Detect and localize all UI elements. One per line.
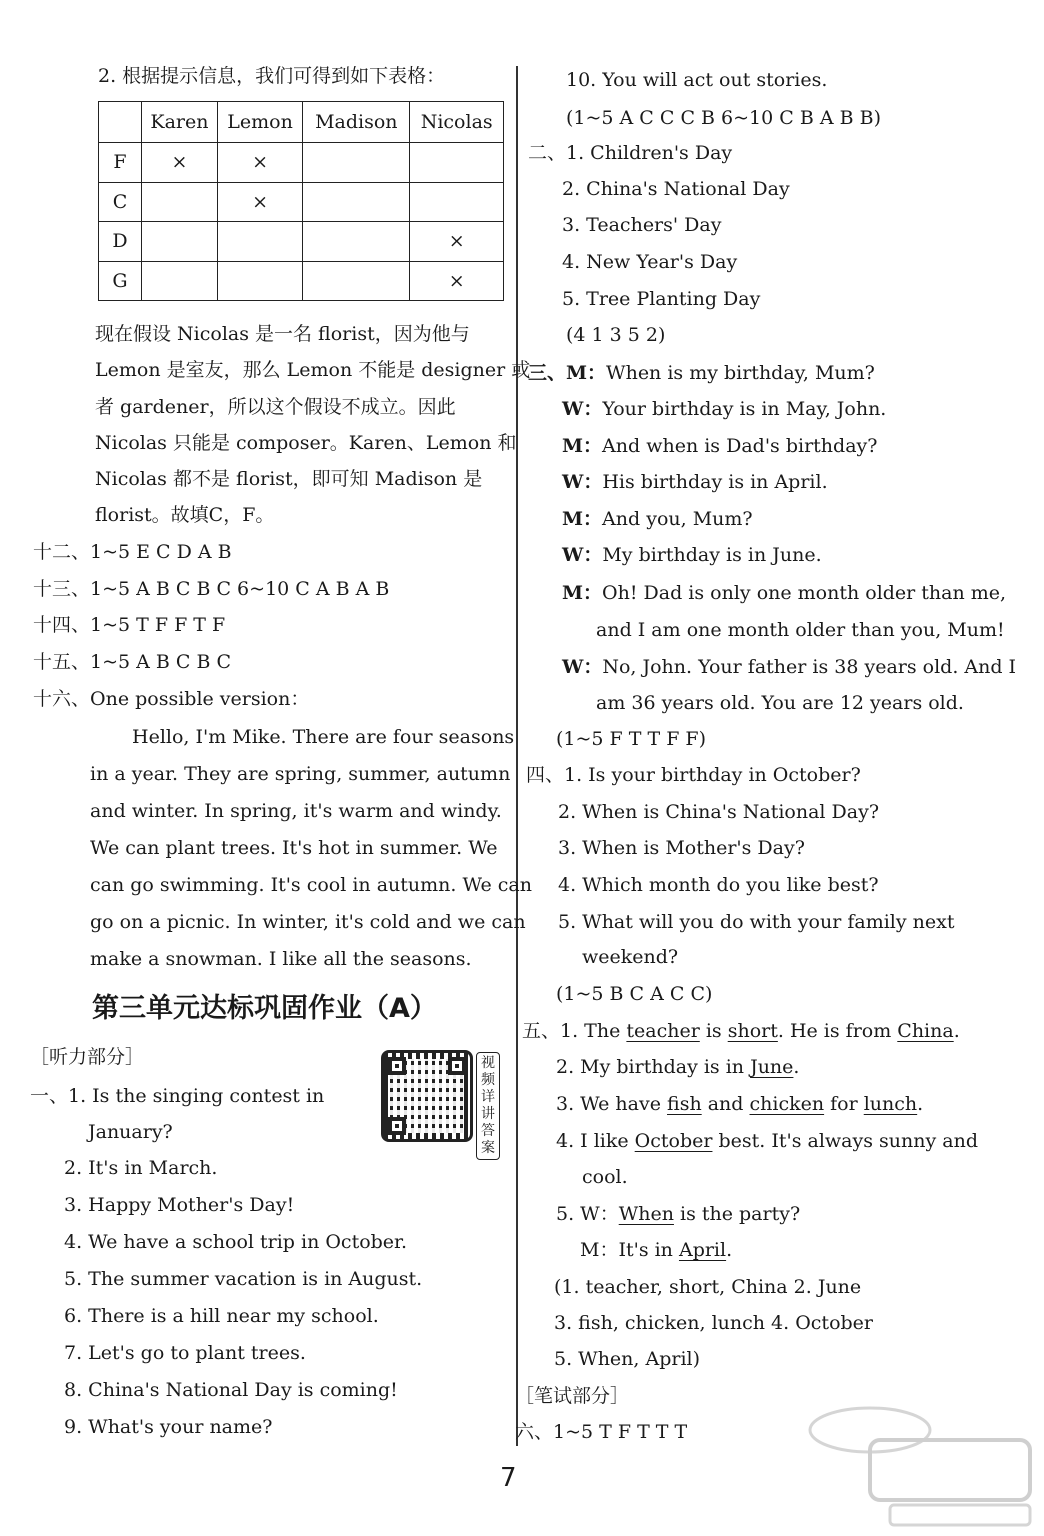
dialogue-text: When is my birthday, Mum? (606, 362, 875, 384)
answer-line: 十五、1~5 A B C B C (33, 651, 232, 673)
written-label: ［笔试部分］ (515, 1385, 630, 1407)
essay-line: We can plant trees. It's hot in summer. We (90, 837, 498, 859)
essay-line: make a snowman. I like all the seasons. (90, 948, 472, 970)
essay-line: Hello, I'm Mike. There are four seasons (132, 726, 515, 748)
filled-blank: chicken (749, 1093, 825, 1115)
sec4-line: 四、1. Is your birthday in October? (526, 764, 861, 786)
speaker: M： (562, 582, 603, 604)
speaker: W： (562, 656, 603, 678)
sec4-line: 5. What will you do with your family next (558, 911, 955, 933)
row-label: D (99, 222, 142, 262)
filled-blank: October (634, 1130, 713, 1152)
explanation-line: florist。故填C，F。 (95, 504, 275, 526)
table-cell (303, 143, 410, 183)
essay-line: can go swimming. It's cool in autumn. We can (90, 874, 532, 896)
sec5-line (556, 1092, 923, 1116)
answer-key: (1~5 B C A C C) (556, 983, 713, 1005)
table-row (99, 261, 504, 301)
sec5-line (522, 1019, 960, 1043)
sec4-line: 2. When is China's National Day? (558, 801, 880, 823)
dialogue-text: My birthday is in June. (602, 544, 822, 566)
sec2-line: 2. China's National Day (562, 178, 790, 200)
table-cell: × (217, 182, 302, 222)
qr-code[interactable] (381, 1050, 473, 1142)
speaker: W： (562, 544, 603, 566)
row-label: F (99, 143, 142, 183)
speaker: 三、M： (528, 362, 607, 384)
dialogue-text: No, John. Your father is 38 years old. And I (602, 656, 1017, 678)
essay-line: and winter. In spring, it's warm and windy. (90, 800, 502, 822)
table-cell (303, 222, 410, 262)
sec5-line: cool. (582, 1166, 628, 1188)
text: 五、1. The (522, 1020, 627, 1042)
speaker: M： (562, 508, 603, 530)
answer-table (98, 101, 504, 301)
dialogue-text: And you, Mum? (602, 508, 753, 530)
listening-line: 一、1. Is the singing contest in (30, 1085, 325, 1107)
table-cell (217, 222, 302, 262)
filled-blank: April (678, 1239, 727, 1261)
section-heading: 第三单元达标巩固作业（A） (92, 993, 437, 1024)
table-cell (410, 182, 504, 222)
dialogue-line (596, 618, 1005, 642)
filled-blank: China (897, 1020, 954, 1042)
dialogue-line (562, 655, 1016, 679)
table-intro: 2. 根据提示信息，我们可得到如下表格： (98, 65, 446, 87)
text: 2. My birthday is in (556, 1056, 751, 1078)
text: is the party? (673, 1203, 801, 1225)
essay-line: go on a picnic. In winter, it's cold and we can (90, 911, 526, 933)
table-corner (99, 102, 142, 143)
table-cell: × (410, 261, 504, 301)
dialogue-text: And when is Dad's birthday? (602, 435, 878, 457)
text: best. It's always sunny and (712, 1130, 978, 1152)
sec5-line (556, 1202, 800, 1226)
text: 3. We have (556, 1093, 668, 1115)
essay-line: in a year. They are spring, summer, autumn (90, 763, 511, 785)
sec5-line (556, 1055, 799, 1079)
text: and (701, 1093, 750, 1115)
answer-line: 十三、1~5 A B C B C 6~10 C A B A B (33, 578, 390, 600)
explanation-line: 现在假设 Nicolas 是一名 florist，因为他与 (95, 323, 470, 345)
dialogue-text: Oh! Dad is only one month older than me, (602, 582, 1007, 604)
table-row (99, 222, 504, 262)
listening-line: 2. It's in March. (64, 1157, 218, 1179)
text: 5. W： (556, 1203, 619, 1225)
dialogue-line (596, 691, 964, 715)
table-cell (303, 182, 410, 222)
dialogue-line (562, 581, 1006, 605)
text: is (699, 1020, 728, 1042)
listening-line: 9. What's your name? (64, 1416, 273, 1438)
dialogue-line (562, 397, 886, 421)
sec4-line: weekend? (582, 946, 679, 968)
dialogue-line (562, 434, 877, 458)
speaker: W： (562, 398, 603, 420)
watermark-logo (800, 1390, 1040, 1530)
row-label: G (99, 261, 142, 301)
question-line: 10. You will act out stories. (566, 69, 828, 91)
speaker: M： (562, 435, 603, 457)
table-header: Madison (303, 102, 410, 143)
answer-line: 十四、1~5 T F F T F (33, 614, 226, 636)
table-header: Lemon (217, 102, 302, 143)
answer-key: 3. fish, chicken, lunch 4. October (554, 1312, 873, 1334)
sec2-line: 5. Tree Planting Day (562, 288, 761, 310)
dialogue-line (562, 470, 828, 494)
page-number: 7 (500, 1463, 517, 1493)
answer-key: (4 1 3 5 2) (566, 324, 666, 346)
table-header: Karen (142, 102, 218, 143)
row-label: C (99, 182, 142, 222)
explanation-line: Nicolas 都不是 florist，即可知 Madison 是 (95, 468, 483, 490)
text: . (726, 1239, 733, 1261)
answer-key: (1~5 A C C C B 6~10 C B A B B) (566, 107, 881, 129)
sec6-line: 六、1~5 T F T T T (515, 1421, 688, 1443)
dialogue-text: am 36 years old. You are 12 years old. (596, 692, 964, 714)
table-cell (217, 261, 302, 301)
table-cell (142, 222, 218, 262)
table-row (99, 182, 504, 222)
table-cell: × (217, 143, 302, 183)
dialogue-text: Your birthday is in May, John. (602, 398, 887, 420)
table-cell (410, 143, 504, 183)
table-header: Nicolas (410, 102, 504, 143)
answer-key: (1. teacher, short, China 2. June (554, 1276, 862, 1298)
dialogue-line (562, 507, 753, 531)
sec2-line: 二、1. Children's Day (528, 142, 733, 164)
sec5-line (556, 1129, 978, 1153)
answer-key: 5. When, April) (554, 1348, 701, 1370)
answer-line: 十六、One possible version： (33, 688, 310, 710)
table-cell (142, 261, 218, 301)
listening-line: January? (88, 1121, 173, 1143)
answer-line: 十二、1~5 E C D A B (33, 541, 232, 563)
listening-line: 6. There is a hill near my school. (64, 1305, 379, 1327)
table-row (99, 143, 504, 183)
text: M：It's in (580, 1239, 679, 1261)
dialogue-text: His birthday is in April. (602, 471, 828, 493)
table-cell (142, 182, 218, 222)
listening-label: ［听力部分］ (30, 1046, 145, 1068)
sec4-line: 3. When is Mother's Day? (558, 837, 805, 859)
sec5-line (580, 1238, 732, 1262)
column-divider (516, 66, 518, 1446)
table-cell: × (410, 222, 504, 262)
speaker: W： (562, 471, 603, 493)
filled-blank: short (727, 1020, 778, 1042)
listening-line: 7. Let's go to plant trees. (64, 1342, 306, 1364)
sec4-line: 4. Which month do you like best? (558, 874, 879, 896)
table-cell (303, 261, 410, 301)
explanation-line: Lemon 是室友，那么 Lemon 不能是 designer 或 (95, 359, 531, 381)
sec2-line: 3. Teachers' Day (562, 214, 722, 236)
table-cell: × (142, 143, 218, 183)
text: . (917, 1093, 924, 1115)
text: . (793, 1056, 800, 1078)
filled-blank: teacher (626, 1020, 700, 1042)
text: for (824, 1093, 864, 1115)
dialogue-line (528, 361, 875, 385)
listening-line: 3. Happy Mother's Day! (64, 1194, 295, 1216)
text: . He is from (777, 1020, 898, 1042)
explanation-line: Nicolas 只能是 composer。Karen、Lemon 和 (95, 432, 517, 454)
text: . (953, 1020, 960, 1042)
filled-blank: lunch (863, 1093, 918, 1115)
sec2-line: 4. New Year's Day (562, 251, 738, 273)
filled-blank: When (618, 1203, 674, 1225)
listening-line: 4. We have a school trip in October. (64, 1231, 408, 1253)
filled-blank: June (750, 1056, 794, 1078)
listening-line: 8. China's National Day is coming! (64, 1379, 398, 1401)
table-header-row (99, 102, 504, 143)
explanation-line: 者 gardener，所以这个假设不成立。因此 (95, 396, 456, 418)
dialogue-text: and I am one month older than you, Mum! (596, 619, 1005, 641)
filled-blank: fish (667, 1093, 702, 1115)
listening-line: 5. The summer vacation is in August. (64, 1268, 423, 1290)
text: 4. I like (556, 1130, 635, 1152)
dialogue-line (562, 543, 822, 567)
qr-caption: 视频详讲答案 (476, 1052, 500, 1160)
answer-key: (1~5 F T T F F) (556, 728, 707, 750)
